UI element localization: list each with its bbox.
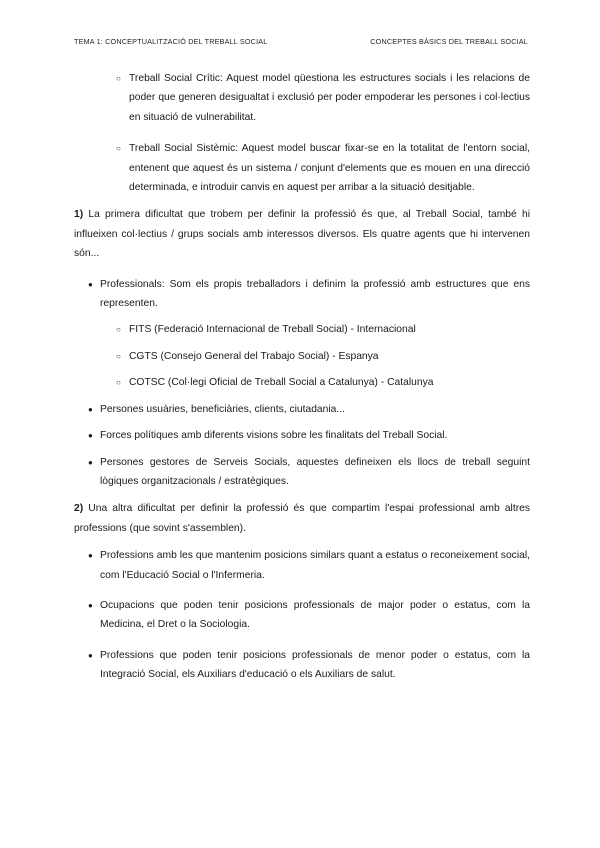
bullet-icon: ● — [88, 650, 93, 660]
organization-text: CGTS (Consejo General del Trabajo Social) - Espanya — [129, 350, 379, 362]
profession-item — [74, 646, 530, 685]
section-2-paragraph — [74, 499, 530, 538]
header-section-title: CONCEPTES BÀSICS DEL TREBALL SOCIAL — [370, 37, 528, 46]
profession-text: Professions amb les que mantenim posicions similars quant a estatus o reconeixement social, com l'Educació Social o l'Infermeria. — [100, 550, 530, 581]
agent-text: Professionals: Som els propis treballadors i definim la professió amb estructures que ens representen. — [100, 278, 530, 310]
model-text: Treball Social Crític: Aquest model qüestiona les estructures socials i les relacions de poder que generen desigualtat i exclusió per poder empoderar les persones i col·lectius en situació de vulnerabilitat. — [129, 73, 530, 123]
profession-text: Professions que poden tenir posicions professionals de menor poder o estatus, com la Integració Social, els Auxiliars d'educació o els Auxiliars de salut. — [100, 649, 530, 681]
bullet-icon: ● — [88, 404, 93, 414]
agent-text: Persones usuàries, beneficiàries, clients, ciutadania... — [100, 403, 345, 415]
section-1-text: La primera dificultat que trobem per definir la professió és que, al Treball Social, també hi influeixen col·lectius / grups socials amb interessos diversos. Els quatre agents que hi intervenen són... — [74, 209, 530, 260]
agent-item-professionals — [74, 275, 530, 314]
agent-item-political — [74, 426, 530, 445]
organization-item — [74, 320, 530, 339]
bullet-icon: ● — [88, 600, 93, 610]
circle-bullet-icon: ○ — [116, 378, 121, 388]
profession-item — [74, 596, 530, 635]
profession-item — [74, 546, 530, 585]
agent-text: Persones gestores de Serveis Socials, aquestes defineixen els llocs de treball seguint lògiques organitzacionals / estratègiques. — [100, 456, 530, 487]
organization-item — [74, 347, 530, 366]
organization-text: FITS (Federació Internacional de Treball Social) - Internacional — [129, 324, 416, 336]
bullet-icon: ● — [88, 551, 93, 561]
profession-text: Ocupacions que poden tenir posicions professionals de major poder o estatus, com la Medicina, el Dret o la Sociologia. — [100, 599, 530, 631]
circle-bullet-icon: ○ — [116, 351, 121, 361]
model-item-systemic — [74, 139, 530, 197]
model-item-critic — [74, 69, 530, 127]
organization-text: COTSC (Col·legi Oficial de Treball Social a Catalunya) - Catalunya — [129, 377, 434, 389]
header-chapter-title: TEMA 1: CONCEPTUALITZACIÓ DEL TREBALL SOCIAL — [74, 37, 268, 46]
model-text: Treball Social Sistèmic: Aquest model buscar fixar-se en la totalitat de l'entorn social, entenent que aquest és un sistema / conjunt d'elements que es mouen en una direcció determinada, e introduir canvis en aquest per arribar a la situació desitjable. — [129, 143, 530, 194]
agent-item-users — [74, 400, 530, 419]
circle-bullet-icon: ○ — [116, 74, 121, 83]
document-body — [74, 69, 530, 685]
section-2-text: Una altra dificultat per definir la professió és que compartim l'espai professional amb altres professions (que sovint s'assemblen). — [74, 503, 530, 534]
section-1-number: 1) — [74, 209, 84, 221]
agent-item-managers — [74, 453, 530, 492]
circle-bullet-icon: ○ — [116, 144, 121, 154]
agent-text: Forces polítiques amb diferents visions sobre les finalitats del Treball Social. — [100, 430, 448, 442]
organization-item — [74, 373, 530, 392]
bullet-icon: ● — [88, 457, 93, 467]
bullet-icon: ● — [88, 431, 93, 441]
section-1-paragraph — [74, 205, 530, 263]
page-header — [74, 37, 528, 46]
section-2-number: 2) — [74, 503, 84, 515]
bullet-icon: ● — [88, 279, 93, 289]
circle-bullet-icon: ○ — [116, 325, 121, 335]
